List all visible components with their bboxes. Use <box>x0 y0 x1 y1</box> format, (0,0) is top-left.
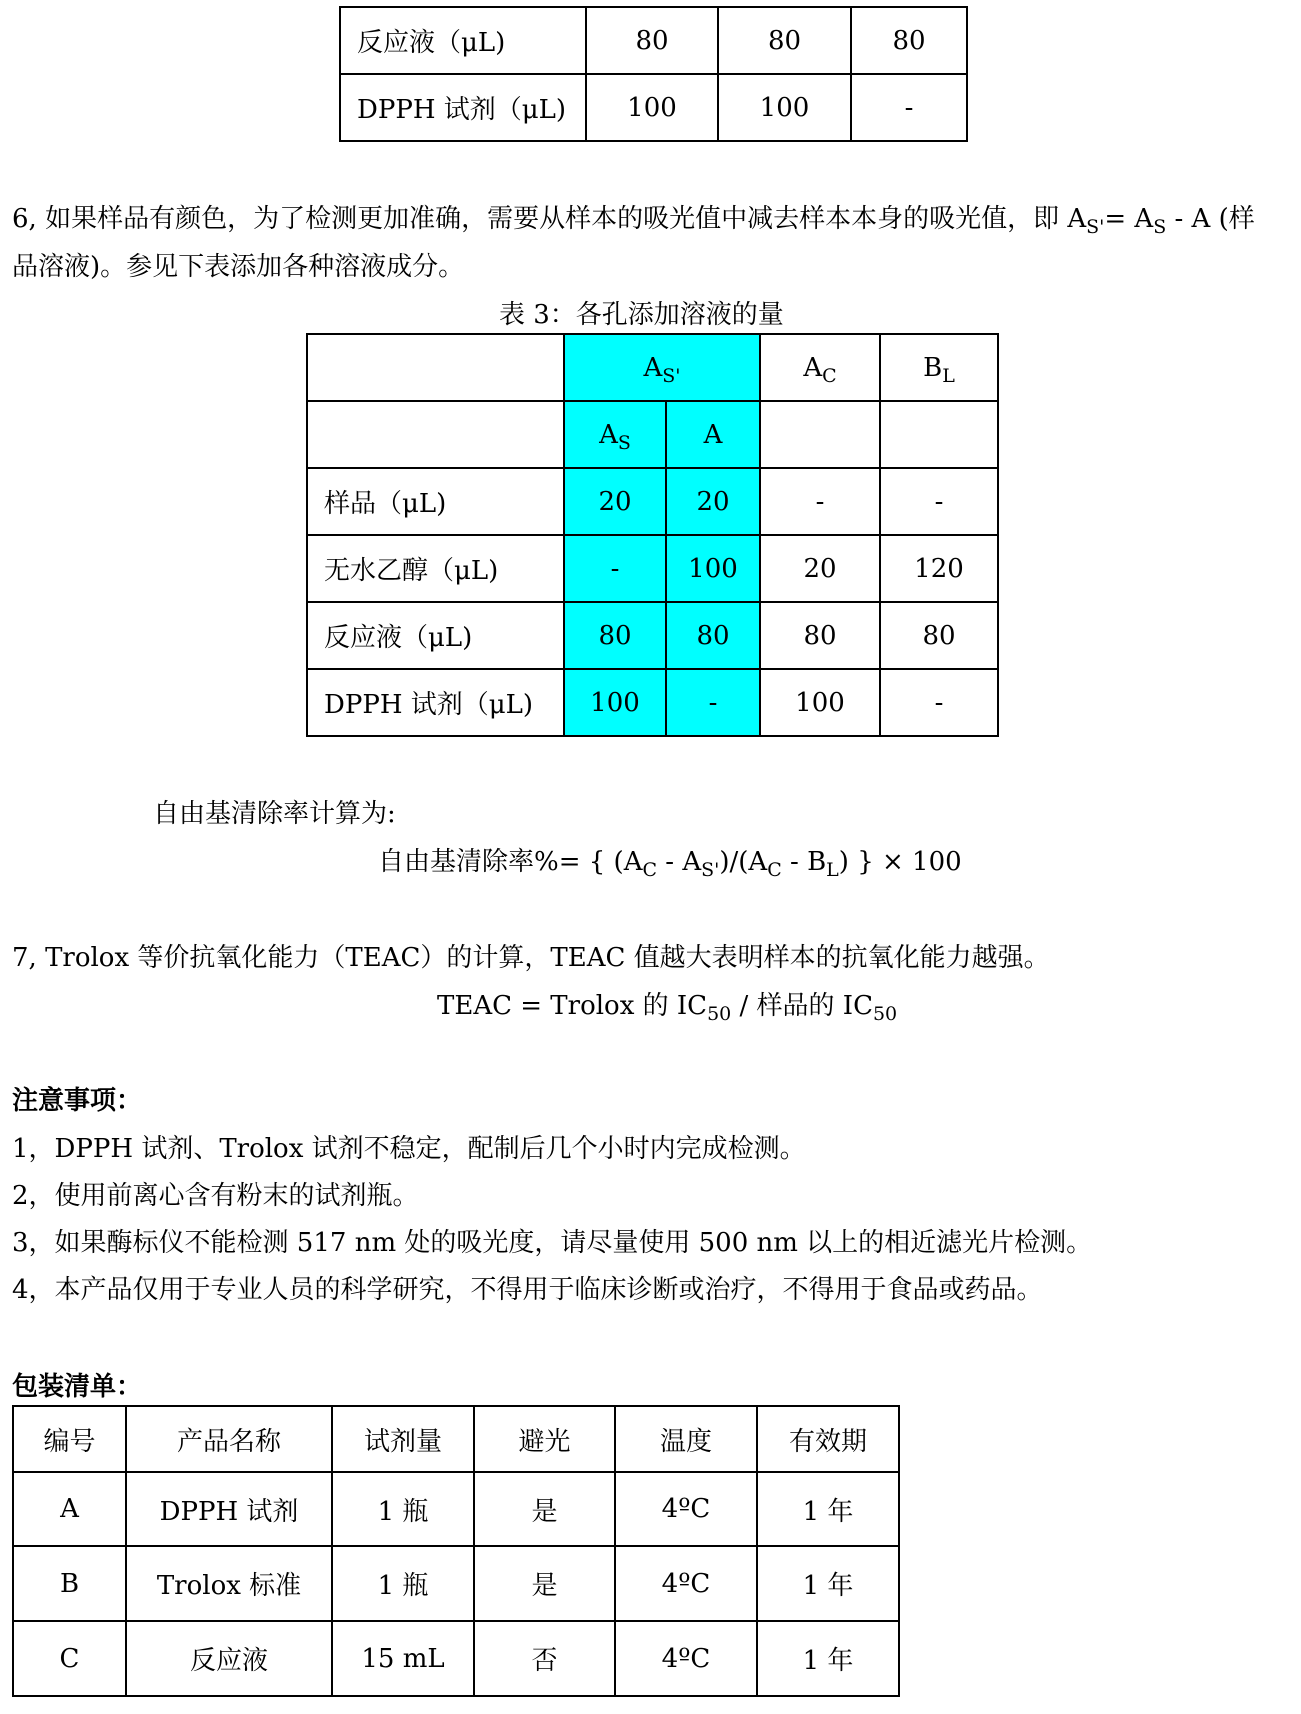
cell: 120 <box>880 535 998 602</box>
cell: 20 <box>666 468 760 535</box>
step6-suffix: - A (样 <box>1166 204 1255 234</box>
column-header: 避光 <box>474 1406 615 1472</box>
cell: 1 年 <box>757 1621 899 1696</box>
table3-caption: 表 3：各孔添加溶液的量 <box>499 300 784 330</box>
table-row <box>13 1621 899 1696</box>
cell: 80 <box>564 602 666 669</box>
cell: 1 瓶 <box>332 1546 474 1621</box>
table-row <box>307 602 998 669</box>
cell: 否 <box>474 1621 615 1696</box>
cell: 100 <box>760 669 880 736</box>
cell: 4ºC <box>615 1621 757 1696</box>
cell: DPPH 试剂 <box>126 1472 332 1546</box>
row-label: DPPH 试剂（μL) <box>340 74 586 141</box>
cell: 1 年 <box>757 1472 899 1546</box>
table-row <box>13 1472 899 1546</box>
header-as: $A_S$ <box>564 401 666 468</box>
note-item: 1，DPPH 试剂、Trolox 试剂不稳定，配制后几个小时内完成检测。 <box>12 1134 806 1164</box>
column-header: 温度 <box>615 1406 757 1472</box>
empty-cell <box>307 334 564 401</box>
cell: 20 <box>564 468 666 535</box>
cell: Trolox 标准 <box>126 1546 332 1621</box>
note-item: 4，本产品仅用于专业人员的科学研究，不得用于临床诊断或治疗，不得用于食品或药品。 <box>12 1275 1043 1305</box>
cell: - <box>666 669 760 736</box>
cell: 80 <box>666 602 760 669</box>
table-header-row <box>13 1406 899 1472</box>
row-label: 反应液（μL) <box>340 7 586 74</box>
row-label: 无水乙醇（μL) <box>307 535 564 602</box>
subscript: S <box>1153 216 1167 238</box>
table-row <box>340 7 967 74</box>
step6-text: 6, 如果样品有颜色，为了检测更加准确，需要从样本的吸光值中减去样本本身的吸光值，即 A <box>12 204 1087 234</box>
cell: 80 <box>760 602 880 669</box>
cell: 20 <box>760 535 880 602</box>
header-as-prime: $A_{S'}$ <box>564 334 760 401</box>
table-row <box>307 535 998 602</box>
note-item: 3，如果酶标仪不能检测 517 nm 处的吸光度，请尽量使用 500 nm 以上的相近滤光片检测。 <box>12 1228 1093 1258</box>
cell: - <box>851 74 967 141</box>
cell: - <box>760 468 880 535</box>
notes-title: 注意事项： <box>12 1086 143 1116</box>
cell: 80 <box>586 7 718 74</box>
empty-cell <box>880 401 998 468</box>
column-header: 有效期 <box>757 1406 899 1472</box>
step6-line1 <box>12 198 1255 238</box>
step7-text: 7, Trolox 等价抗氧化能力（TEAC）的计算，TEAC 值越大表明样本的抗氧化能力越强。 <box>12 943 1050 973</box>
table-row <box>13 1546 899 1621</box>
cell: B <box>13 1546 126 1621</box>
cell: 80 <box>851 7 967 74</box>
cell: 100 <box>564 669 666 736</box>
cell: - <box>564 535 666 602</box>
cell: 1 瓶 <box>332 1472 474 1546</box>
cell: 反应液 <box>126 1621 332 1696</box>
cell: 100 <box>718 74 851 141</box>
cell: 4ºC <box>615 1546 757 1621</box>
cell: - <box>880 669 998 736</box>
formula-intro: 自由基清除率计算为: <box>153 799 396 829</box>
table-row <box>340 74 967 141</box>
row-label: DPPH 试剂（μL) <box>307 669 564 736</box>
step6-line2: 品溶液)。参见下表添加各种溶液成分。 <box>12 252 465 282</box>
empty-cell <box>760 401 880 468</box>
table-row <box>307 669 998 736</box>
packing-table <box>12 1405 900 1697</box>
packing-title: 包装清单： <box>12 1372 143 1402</box>
header-a: A <box>666 401 760 468</box>
cell: 100 <box>586 74 718 141</box>
empty-cell <box>307 401 564 468</box>
cell: C <box>13 1621 126 1696</box>
table-row <box>307 334 998 401</box>
teac-formula: TEAC = Trolox 的 $IC_{50}$ / 样品的 $IC_{50}$ <box>437 991 898 1025</box>
cell: 是 <box>474 1546 615 1621</box>
cell: 是 <box>474 1472 615 1546</box>
note-item: 2，使用前离心含有粉末的试剂瓶。 <box>12 1181 419 1211</box>
top-table <box>339 6 968 142</box>
table-row <box>307 468 998 535</box>
header-ac: $A_C$ <box>760 334 880 401</box>
table3 <box>306 333 999 737</box>
cell: A <box>13 1472 126 1546</box>
cell: 4ºC <box>615 1472 757 1546</box>
step6-eq: = A <box>1104 204 1154 234</box>
cell: 80 <box>880 602 998 669</box>
column-header: 编号 <box>13 1406 126 1472</box>
row-label: 样品（μL) <box>307 468 564 535</box>
cell: 15 mL <box>332 1621 474 1696</box>
header-bl: $B_L$ <box>880 334 998 401</box>
cell: 1 年 <box>757 1546 899 1621</box>
table-row <box>307 401 998 468</box>
cell: 100 <box>666 535 760 602</box>
column-header: 产品名称 <box>126 1406 332 1472</box>
column-header: 试剂量 <box>332 1406 474 1472</box>
formula: 自由基清除率%= { $(A_C - A_{S'})/(A_C - B_L)$ } × 100 <box>378 847 962 881</box>
cell: 80 <box>718 7 851 74</box>
cell: - <box>880 468 998 535</box>
subscript: S' <box>1086 216 1105 238</box>
row-label: 反应液（μL) <box>307 602 564 669</box>
